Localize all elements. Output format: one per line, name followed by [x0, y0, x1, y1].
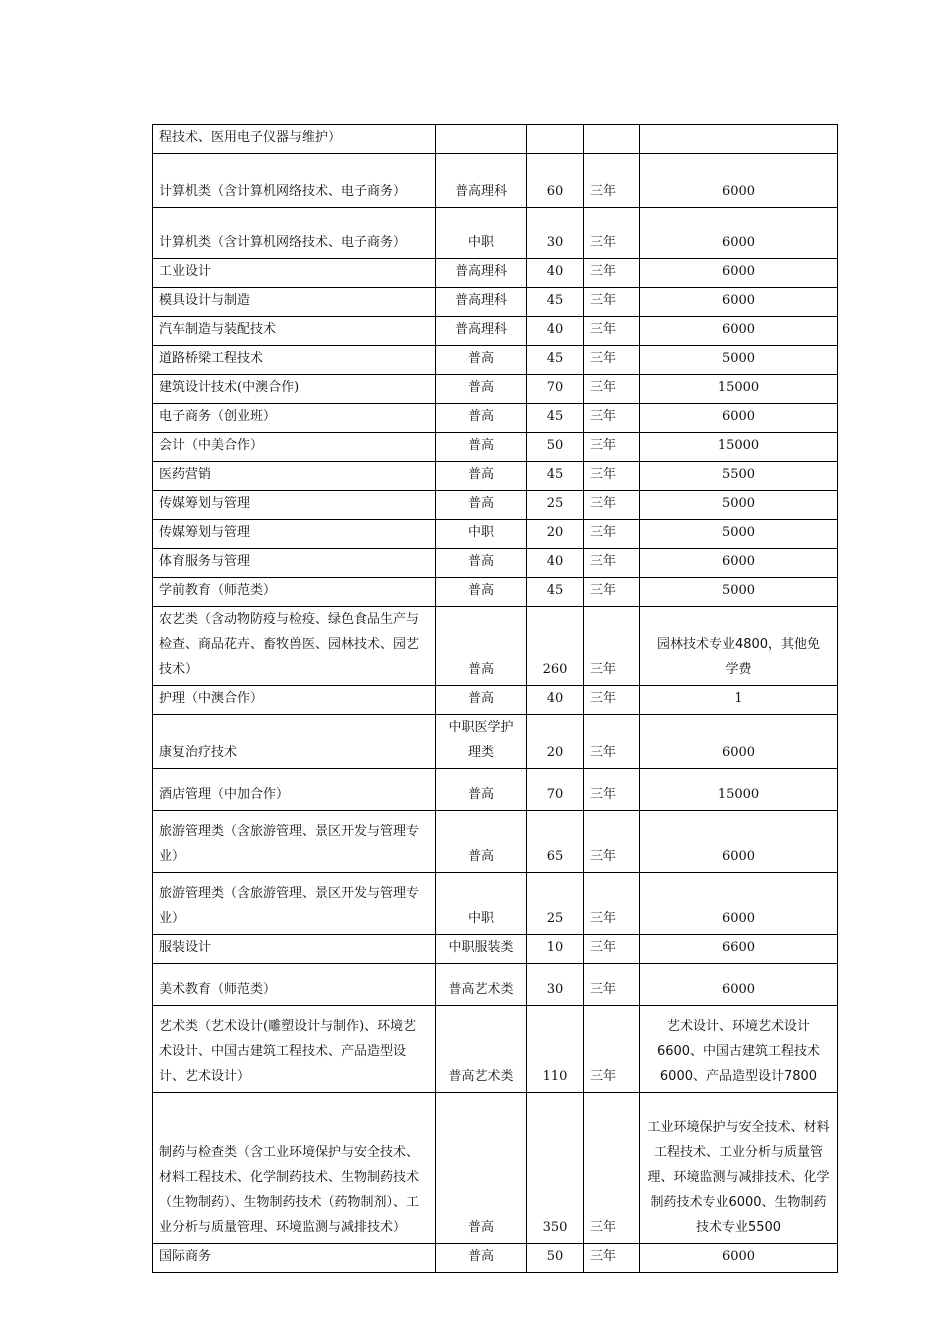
enrollment-plan-cell: 50 — [527, 1244, 584, 1273]
duration-cell: 三年 — [584, 964, 640, 1006]
tuition-fee-cell: 6000 — [640, 1244, 838, 1273]
student-source-cell: 普高 — [436, 404, 527, 433]
duration-cell: 三年 — [584, 607, 640, 686]
student-source-cell: 普高 — [436, 769, 527, 811]
table-row — [153, 811, 838, 873]
enrollment-plan-cell: 65 — [527, 811, 584, 873]
enrollment-plan-cell: 20 — [527, 520, 584, 549]
enrollment-plan-cell: 40 — [527, 259, 584, 288]
tuition-fee-cell: 5000 — [640, 520, 838, 549]
table-row — [153, 1006, 838, 1093]
duration-cell: 三年 — [584, 346, 640, 375]
table-row — [153, 873, 838, 935]
student-source-cell: 普高 — [436, 578, 527, 607]
enrollment-plan-cell: 25 — [527, 491, 584, 520]
table-row — [153, 404, 838, 433]
student-source-cell: 普高 — [436, 811, 527, 873]
duration-cell — [584, 125, 640, 154]
table-row — [153, 208, 838, 259]
major-cell: 学前教育（师范类） — [153, 578, 436, 607]
student-source-cell: 普高 — [436, 686, 527, 715]
duration-cell: 三年 — [584, 769, 640, 811]
tuition-fee-cell: 15000 — [640, 769, 838, 811]
duration-cell: 三年 — [584, 208, 640, 259]
table-row — [153, 549, 838, 578]
student-source-cell: 普高 — [436, 433, 527, 462]
duration-cell: 三年 — [584, 1093, 640, 1244]
major-cell: 制药与检查类（含工业环境保护与安全技术、材料工程技术、化学制药技术、生物制药技术（生物制药）、生物制药技术（药物制剂）、工业分析与质量管理、环境监测与减排技术） — [153, 1093, 436, 1244]
duration-cell: 三年 — [584, 404, 640, 433]
major-cell: 会计（中美合作） — [153, 433, 436, 462]
enrollment-plan-cell: 40 — [527, 549, 584, 578]
duration-cell: 三年 — [584, 259, 640, 288]
enrollment-plan-cell: 45 — [527, 346, 584, 375]
duration-cell: 三年 — [584, 154, 640, 208]
table-row — [153, 607, 838, 686]
tuition-fee-cell: 6000 — [640, 964, 838, 1006]
table-row — [153, 462, 838, 491]
major-cell: 农艺类（含动物防疫与检疫、绿色食品生产与检查、商品花卉、畜牧兽医、园林技术、园艺技术） — [153, 607, 436, 686]
major-cell: 电子商务（创业班） — [153, 404, 436, 433]
major-cell: 道路桥梁工程技术 — [153, 346, 436, 375]
major-cell: 计算机类（含计算机网络技术、电子商务） — [153, 208, 436, 259]
table-row — [153, 491, 838, 520]
tuition-fee-cell: 6600 — [640, 935, 838, 964]
major-cell: 传媒筹划与管理 — [153, 520, 436, 549]
major-cell: 模具设计与制造 — [153, 288, 436, 317]
enrollment-plan-cell: 40 — [527, 686, 584, 715]
major-cell: 传媒筹划与管理 — [153, 491, 436, 520]
major-cell: 汽车制造与装配技术 — [153, 317, 436, 346]
tuition-fee-cell: 6000 — [640, 288, 838, 317]
student-source-cell: 普高 — [436, 1093, 527, 1244]
tuition-fee-cell: 6000 — [640, 259, 838, 288]
table-row — [153, 259, 838, 288]
enrollment-plan-cell: 20 — [527, 715, 584, 769]
tuition-fee-cell: 6000 — [640, 715, 838, 769]
student-source-cell: 中职 — [436, 520, 527, 549]
tuition-fee-cell: 15000 — [640, 375, 838, 404]
student-source-cell: 普高 — [436, 607, 527, 686]
tuition-fee-cell: 6000 — [640, 873, 838, 935]
tuition-fee-cell: 6000 — [640, 208, 838, 259]
student-source-cell: 普高理科 — [436, 154, 527, 208]
major-cell: 旅游管理类（含旅游管理、景区开发与管理专业） — [153, 873, 436, 935]
major-cell: 美术教育（师范类） — [153, 964, 436, 1006]
tuition-fee-cell: 6000 — [640, 317, 838, 346]
major-cell: 计算机类（含计算机网络技术、电子商务） — [153, 154, 436, 208]
table-row — [153, 375, 838, 404]
table-row — [153, 154, 838, 208]
duration-cell: 三年 — [584, 578, 640, 607]
tuition-fee-cell: 艺术设计、环境艺术设计6600、中国古建筑工程技术6000、产品造型设计7800 — [640, 1006, 838, 1093]
tuition-fee-cell: 6000 — [640, 549, 838, 578]
table-row — [153, 288, 838, 317]
duration-cell: 三年 — [584, 375, 640, 404]
tuition-fee-cell: 5000 — [640, 346, 838, 375]
student-source-cell: 中职 — [436, 873, 527, 935]
table-row — [153, 935, 838, 964]
tuition-fee-cell — [640, 125, 838, 154]
duration-cell: 三年 — [584, 873, 640, 935]
enrollment-fee-table — [152, 124, 838, 1273]
table-row — [153, 578, 838, 607]
tuition-fee-cell: 15000 — [640, 433, 838, 462]
duration-cell: 三年 — [584, 288, 640, 317]
enrollment-plan-cell: 70 — [527, 769, 584, 811]
major-cell: 酒店管理（中加合作） — [153, 769, 436, 811]
major-cell: 护理（中澳合作） — [153, 686, 436, 715]
enrollment-plan-cell: 40 — [527, 317, 584, 346]
enrollment-plan-cell: 45 — [527, 404, 584, 433]
table-row — [153, 346, 838, 375]
major-cell: 医药营销 — [153, 462, 436, 491]
tuition-fee-cell: 工业环境保护与安全技术、材料工程技术、工业分析与质量管理、环境监测与减排技术、化学制药技术专业6000、生物制药技术专业5500 — [640, 1093, 838, 1244]
major-cell: 旅游管理类（含旅游管理、景区开发与管理专业） — [153, 811, 436, 873]
major-cell: 服装设计 — [153, 935, 436, 964]
duration-cell: 三年 — [584, 433, 640, 462]
enrollment-plan-cell: 45 — [527, 462, 584, 491]
student-source-cell: 普高 — [436, 491, 527, 520]
tuition-fee-cell: 5000 — [640, 578, 838, 607]
duration-cell: 三年 — [584, 1244, 640, 1273]
tuition-fee-cell: 1 — [640, 686, 838, 715]
table-row — [153, 1093, 838, 1244]
table-row — [153, 317, 838, 346]
student-source-cell — [436, 125, 527, 154]
enrollment-plan-cell: 350 — [527, 1093, 584, 1244]
enrollment-plan-cell: 260 — [527, 607, 584, 686]
duration-cell: 三年 — [584, 317, 640, 346]
tuition-fee-cell: 园林技术专业4800，其他免学费 — [640, 607, 838, 686]
duration-cell: 三年 — [584, 462, 640, 491]
enrollment-plan-cell: 70 — [527, 375, 584, 404]
major-cell: 工业设计 — [153, 259, 436, 288]
student-source-cell: 中职 — [436, 208, 527, 259]
table-row — [153, 686, 838, 715]
tuition-fee-cell: 5500 — [640, 462, 838, 491]
table-row — [153, 769, 838, 811]
student-source-cell: 普高 — [436, 375, 527, 404]
major-cell: 体育服务与管理 — [153, 549, 436, 578]
table-row — [153, 964, 838, 1006]
tuition-fee-cell: 6000 — [640, 404, 838, 433]
table-row — [153, 715, 838, 769]
duration-cell: 三年 — [584, 935, 640, 964]
student-source-cell: 中职服装类 — [436, 935, 527, 964]
major-cell: 艺术类（艺术设计(雕塑设计与制作)、环境艺术设计、中国古建筑工程技术、产品造型设计、艺术设计） — [153, 1006, 436, 1093]
student-source-cell: 普高艺术类 — [436, 964, 527, 1006]
major-cell: 国际商务 — [153, 1244, 436, 1273]
student-source-cell: 普高 — [436, 1244, 527, 1273]
duration-cell: 三年 — [584, 491, 640, 520]
major-cell: 程技术、医用电子仪器与维护） — [153, 125, 436, 154]
table-row — [153, 125, 838, 154]
tuition-fee-cell: 5000 — [640, 491, 838, 520]
student-source-cell: 中职医学护理类 — [436, 715, 527, 769]
table-row — [153, 1244, 838, 1273]
student-source-cell: 普高理科 — [436, 317, 527, 346]
major-cell: 建筑设计技术(中澳合作) — [153, 375, 436, 404]
student-source-cell: 普高 — [436, 462, 527, 491]
duration-cell: 三年 — [584, 715, 640, 769]
enrollment-plan-cell: 25 — [527, 873, 584, 935]
enrollment-plan-cell: 60 — [527, 154, 584, 208]
major-cell: 康复治疗技术 — [153, 715, 436, 769]
student-source-cell: 普高 — [436, 549, 527, 578]
duration-cell: 三年 — [584, 1006, 640, 1093]
table-row — [153, 520, 838, 549]
student-source-cell: 普高理科 — [436, 288, 527, 317]
duration-cell: 三年 — [584, 549, 640, 578]
duration-cell: 三年 — [584, 520, 640, 549]
enrollment-plan-cell: 45 — [527, 288, 584, 317]
enrollment-plan-cell: 30 — [527, 964, 584, 1006]
table-row — [153, 433, 838, 462]
duration-cell: 三年 — [584, 686, 640, 715]
enrollment-plan-cell: 10 — [527, 935, 584, 964]
student-source-cell: 普高 — [436, 346, 527, 375]
enrollment-plan-cell: 30 — [527, 208, 584, 259]
student-source-cell: 普高理科 — [436, 259, 527, 288]
enrollment-plan-cell: 45 — [527, 578, 584, 607]
duration-cell: 三年 — [584, 811, 640, 873]
tuition-fee-cell: 6000 — [640, 811, 838, 873]
enrollment-plan-cell: 50 — [527, 433, 584, 462]
student-source-cell: 普高艺术类 — [436, 1006, 527, 1093]
enrollment-plan-cell — [527, 125, 584, 154]
enrollment-plan-cell: 110 — [527, 1006, 584, 1093]
tuition-fee-cell: 6000 — [640, 154, 838, 208]
